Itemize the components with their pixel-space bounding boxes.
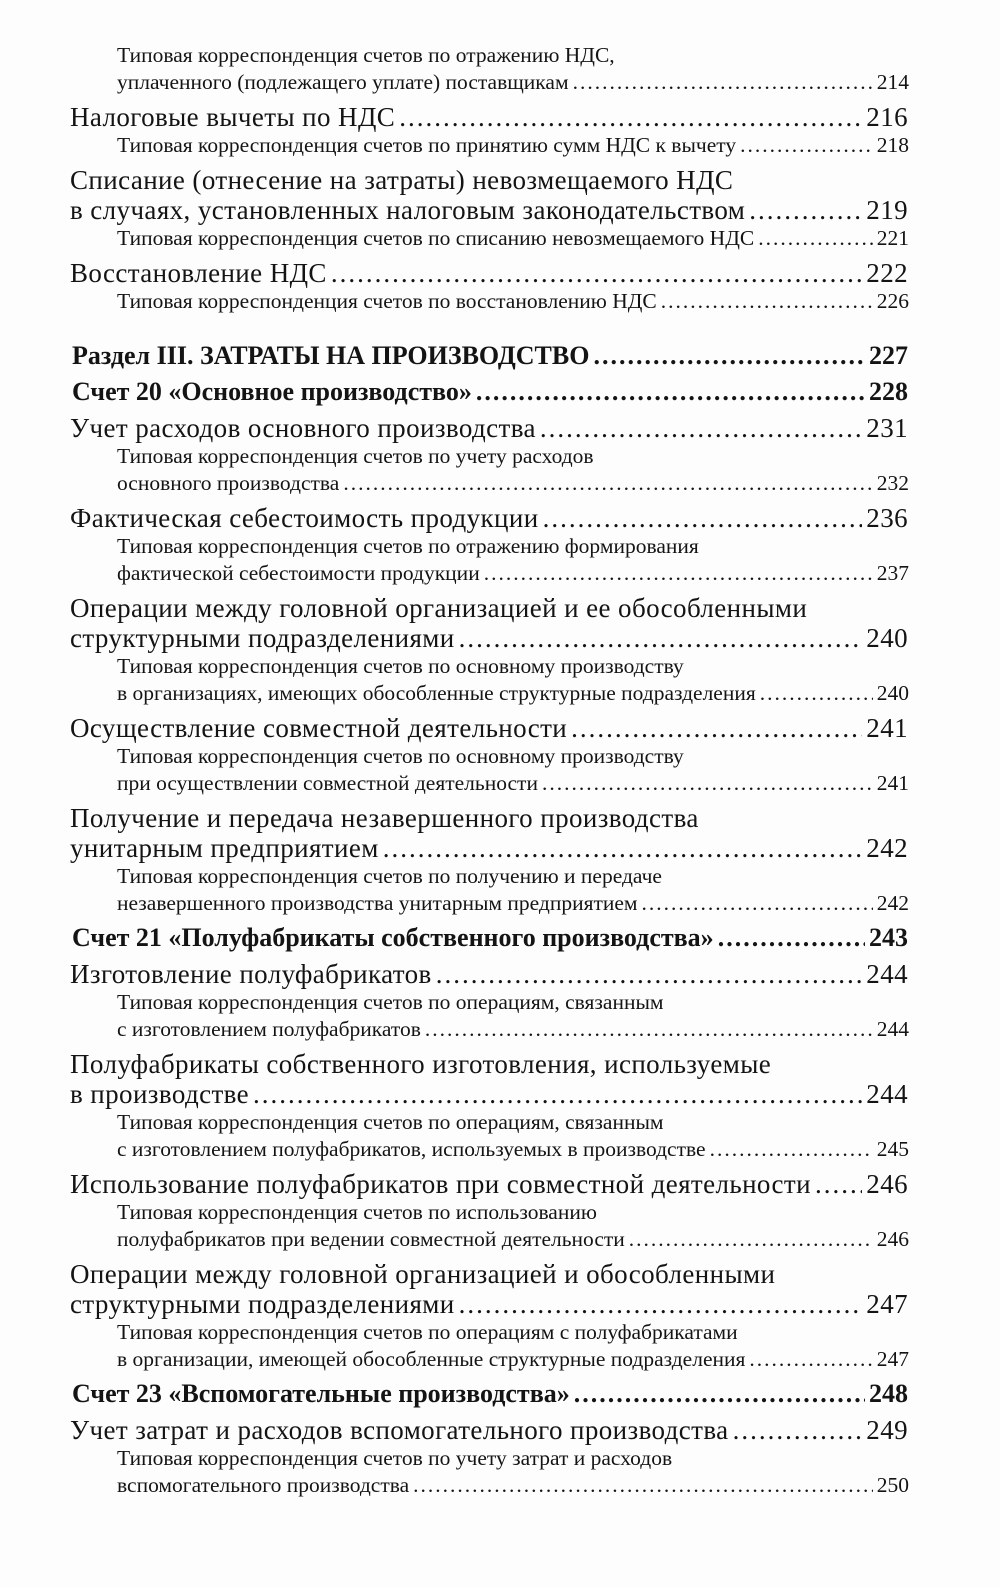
dot-leader: [484, 560, 873, 587]
toc-entry-title: структурными подразделениями: [70, 623, 455, 653]
dot-leader: [661, 288, 873, 315]
toc-entry-text-line: Типовая корреспонденция счетов по операциям, связанным: [117, 990, 664, 1014]
toc-section-entry: [72, 341, 908, 371]
toc-entry-text-line: Операции между головной организацией и обособленными: [70, 1259, 776, 1289]
toc-subentry: [117, 1445, 909, 1499]
toc-page-number: 248: [869, 1379, 908, 1408]
toc-entry-title: с изготовлением полуфабрикатов: [117, 1017, 421, 1041]
toc-entry-text-line: Типовая корреспонденция счетов по получению и передаче: [117, 864, 662, 888]
dot-leader: [383, 833, 863, 863]
toc-entry-text-line: Типовая корреспонденция счетов по отражению НДС,: [117, 43, 615, 67]
toc-page-number: 246: [876, 1227, 909, 1251]
dot-leader: [413, 1472, 873, 1499]
toc-page-number: 226: [876, 289, 909, 313]
toc-entry-text-line: Списание (отнесение на затраты) невозмещаемого НДС: [70, 165, 734, 195]
dot-leader: [642, 890, 873, 917]
dot-leader: [718, 923, 865, 953]
toc-entry-title: Фактическая себестоимость продукции: [70, 503, 539, 533]
dot-leader: [331, 258, 862, 288]
dot-leader: [459, 1289, 863, 1319]
toc-page-number: 231: [866, 413, 908, 443]
toc-entry-title: Счет 23 «Вспомогательные производства»: [72, 1379, 570, 1408]
toc-section-entry: [72, 923, 908, 953]
toc-entry-title: Раздел III. ЗАТРАТЫ НА ПРОИЗВОДСТВО: [72, 341, 590, 370]
dot-leader: [253, 1079, 862, 1109]
toc-page-number: 219: [866, 195, 908, 225]
toc-page-number: 243: [869, 923, 908, 952]
toc-entry-title: основного производства: [117, 471, 340, 495]
toc-subentry: [117, 443, 909, 497]
toc-section-entry: [72, 1379, 908, 1409]
dot-leader: [749, 195, 862, 225]
toc-page-number: 247: [876, 1347, 909, 1371]
toc-page-number: 250: [876, 1473, 909, 1497]
toc-entry-title: Восстановление НДС: [70, 258, 327, 288]
toc-subentry: [117, 132, 909, 159]
dot-leader: [399, 102, 862, 132]
toc-entry: [70, 1259, 908, 1319]
toc-entry-text-line: Типовая корреспонденция счетов по основному производству: [117, 744, 684, 768]
dot-leader: [815, 1169, 862, 1199]
toc-entry-text-line: Типовая корреспонденция счетов по операциям с полуфабрикатами: [117, 1320, 738, 1344]
toc-entry: [70, 593, 908, 653]
toc-page-number: 232: [876, 471, 909, 495]
toc-entry-title: Счет 20 «Основное производство»: [72, 377, 472, 406]
toc-entry-title: Учет затрат и расходов вспомогательного производства: [70, 1415, 729, 1445]
toc-subentry: [117, 1109, 909, 1163]
toc-subentry: [117, 989, 909, 1043]
toc-entry-title: вспомогательного производства: [117, 1473, 410, 1497]
toc-entry-title: в организациях, имеющих обособленные структурные подразделения: [117, 681, 756, 705]
toc-entry-title: Использование полуфабрикатов при совместной деятельности: [70, 1169, 811, 1199]
dot-leader: [593, 341, 865, 371]
toc-subentry: [117, 1319, 909, 1373]
toc-subentry: [117, 225, 909, 252]
dot-leader: [573, 69, 873, 96]
toc-entry: [70, 1415, 908, 1445]
toc-subentry: [117, 743, 909, 797]
toc-entry-text-line: Типовая корреспонденция счетов по учету затрат и расходов: [117, 1446, 673, 1470]
toc-entry: [70, 1169, 908, 1199]
toc-page-number: 247: [866, 1289, 908, 1319]
toc-entry: [70, 713, 908, 743]
dot-leader: [571, 713, 862, 743]
toc-entry-title: незавершенного производства унитарным предприятием: [117, 891, 638, 915]
toc-entry: [70, 413, 908, 443]
table-of-contents: [0, 42, 1000, 1499]
dot-leader: [543, 503, 863, 533]
toc-page-number: 242: [876, 891, 909, 915]
toc-entry-title: унитарным предприятием: [70, 833, 379, 863]
dot-leader: [733, 1415, 863, 1445]
toc-entry-title: Учет расходов основного производства: [70, 413, 536, 443]
toc-entry-title: Типовая корреспонденция счетов по списанию невозмещаемого НДС: [117, 226, 755, 250]
toc-page-number: 240: [876, 681, 909, 705]
toc-entry: [70, 102, 908, 132]
toc-page-number: 218: [876, 133, 909, 157]
toc-entry-text-line: Получение и передача незавершенного производства: [70, 803, 699, 833]
toc-page-number: 228: [869, 377, 908, 406]
toc-entry-text-line: Типовая корреспонденция счетов по операциям, связанным: [117, 1110, 664, 1134]
toc-page-number: 216: [866, 102, 908, 132]
toc-subentry: [117, 863, 909, 917]
toc-entry-title: при осуществлении совместной деятельности: [117, 771, 538, 795]
toc-entry: [70, 165, 908, 225]
toc-subentry: [117, 288, 909, 315]
toc-page-number: 244: [876, 1017, 909, 1041]
dot-leader: [749, 1346, 872, 1373]
toc-page-number: 246: [866, 1169, 908, 1199]
toc-entry-text-line: Полуфабрикаты собственного изготовления, используемые: [70, 1049, 772, 1079]
toc-entry-text-line: Типовая корреспонденция счетов по использованию: [117, 1200, 597, 1224]
toc-entry: [70, 1049, 908, 1109]
toc-entry-title: Типовая корреспонденция счетов по восстановлению НДС: [117, 289, 657, 313]
dot-leader: [436, 959, 863, 989]
toc-subentry: [117, 533, 909, 587]
toc-entry-title: структурными подразделениями: [70, 1289, 455, 1319]
toc-entry-title: с изготовлением полуфабрикатов, используемых в производстве: [117, 1137, 706, 1161]
toc-page-number: 244: [866, 1079, 908, 1109]
toc-page-number: 244: [866, 959, 908, 989]
toc-entry-text-line: Операции между головной организацией и ее обособленными: [70, 593, 808, 623]
toc-subentry: [117, 42, 909, 96]
toc-entry-title: в производстве: [70, 1079, 250, 1109]
dot-leader: [760, 680, 873, 707]
toc-entry-title: Счет 21 «Полуфабрикаты собственного производства»: [72, 923, 714, 952]
toc-page-number: 237: [876, 561, 909, 585]
toc-entry: [70, 258, 908, 288]
toc-entry: [70, 503, 908, 533]
toc-subentry: [117, 1199, 909, 1253]
toc-section-entry: [72, 377, 908, 407]
toc-page-number: 222: [866, 258, 908, 288]
toc-page-number: 236: [866, 503, 908, 533]
toc-page-number: 214: [876, 70, 909, 94]
toc-page-number: 241: [876, 771, 909, 795]
toc-page-number: 241: [866, 713, 908, 743]
dot-leader: [758, 225, 873, 252]
dot-leader: [540, 413, 862, 443]
toc-page-number: 227: [869, 341, 908, 370]
dot-leader: [574, 1379, 865, 1409]
toc-entry-title: Осуществление совместной деятельности: [70, 713, 568, 743]
toc-page-number: 221: [876, 226, 909, 250]
toc-entry: [70, 959, 908, 989]
toc-entry-text-line: Типовая корреспонденция счетов по учету расходов: [117, 444, 594, 468]
toc-entry-title: уплаченного (подлежащего уплате) поставщикам: [117, 70, 569, 94]
toc-entry-title: фактической себестоимости продукции: [117, 561, 480, 585]
toc-subentry: [117, 653, 909, 707]
toc-page-number: 245: [876, 1137, 909, 1161]
toc-entry-title: Налоговые вычеты по НДС: [70, 102, 396, 132]
toc-entry-title: в случаях, установленных налоговым законодательством: [70, 195, 746, 225]
toc-entry-text-line: Типовая корреспонденция счетов по отражению формирования: [117, 534, 699, 558]
dot-leader: [476, 377, 865, 407]
dot-leader: [343, 470, 872, 497]
toc-page-number: 249: [866, 1415, 908, 1445]
toc-entry-text-line: Типовая корреспонденция счетов по основному производству: [117, 654, 684, 678]
toc-entry: [70, 803, 908, 863]
toc-entry-title: Типовая корреспонденция счетов по принятию сумм НДС к вычету: [117, 133, 737, 157]
toc-entry-title: Изготовление полуфабрикатов: [70, 959, 432, 989]
toc-page-number: 240: [866, 623, 908, 653]
dot-leader: [629, 1226, 873, 1253]
dot-leader: [459, 623, 863, 653]
toc-page-number: 242: [866, 833, 908, 863]
dot-leader: [542, 770, 873, 797]
toc-entry-title: в организации, имеющей обособленные структурные подразделения: [117, 1347, 746, 1371]
dot-leader: [425, 1016, 873, 1043]
dot-leader: [710, 1136, 873, 1163]
dot-leader: [740, 132, 873, 159]
toc-entry-title: полуфабрикатов при ведении совместной деятельности: [117, 1227, 625, 1251]
